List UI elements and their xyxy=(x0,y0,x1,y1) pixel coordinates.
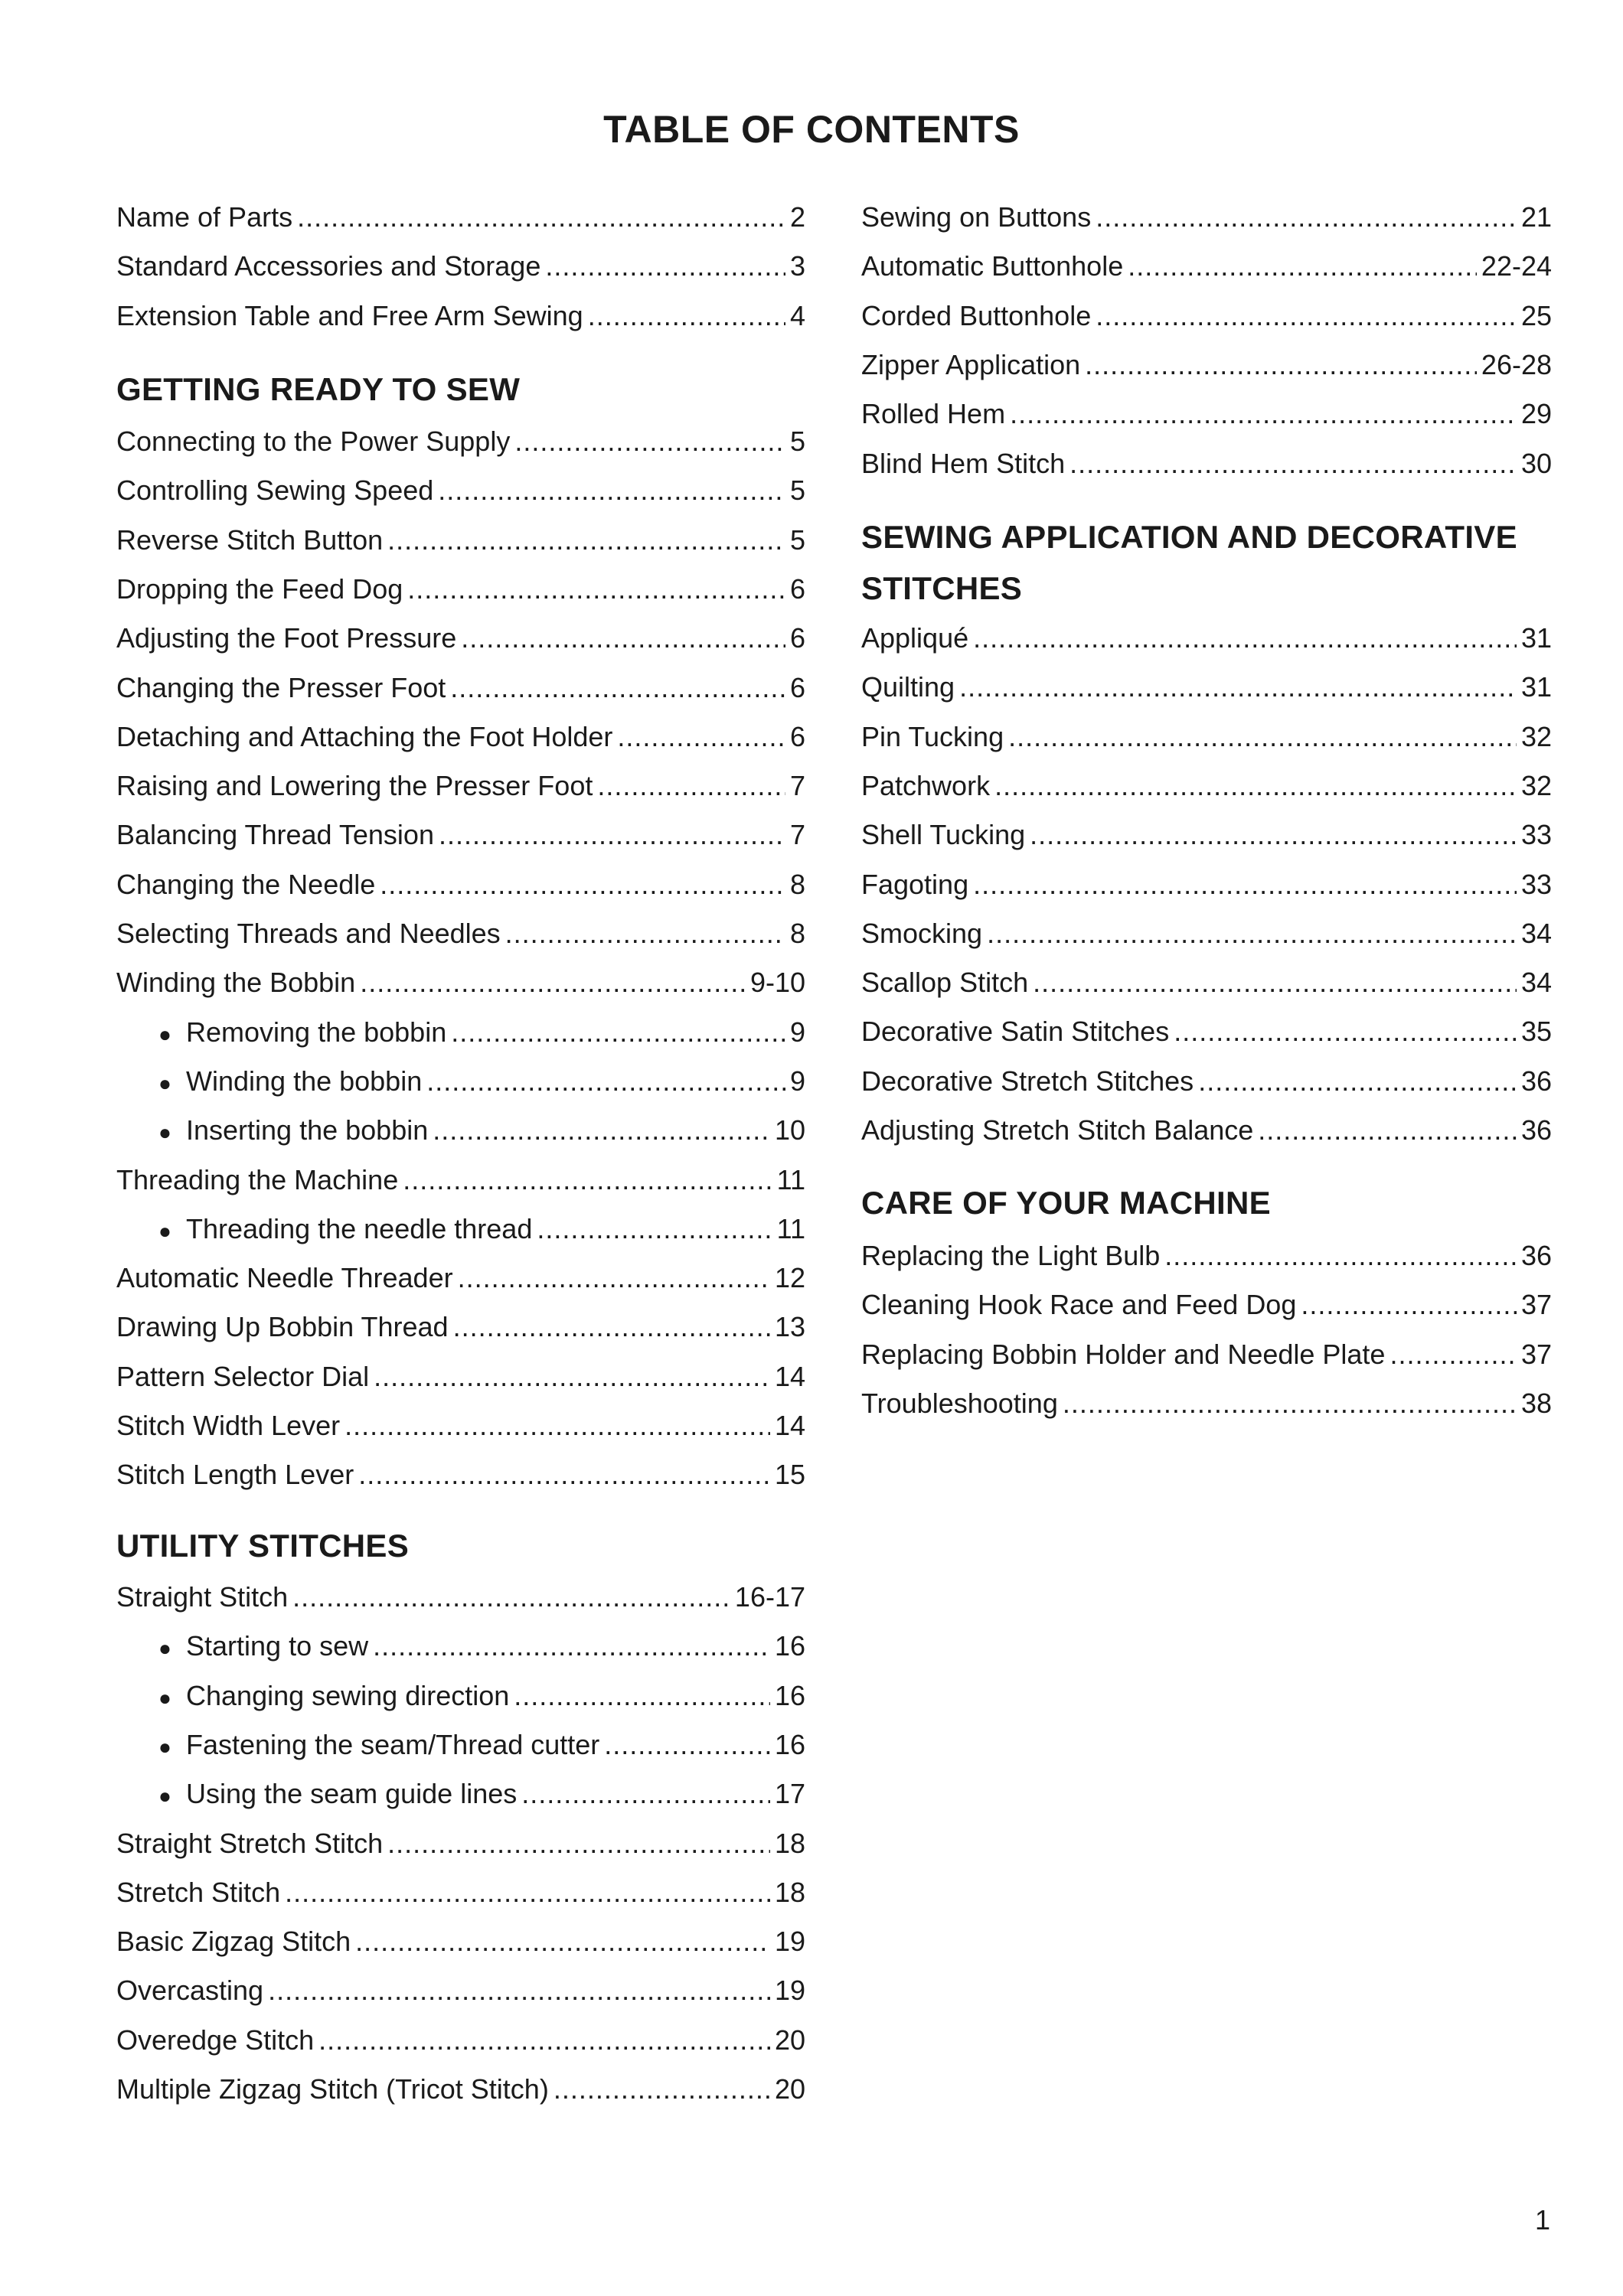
dot-leader xyxy=(450,664,785,713)
toc-entry-label: Changing sewing direction xyxy=(186,1679,510,1711)
toc-entry-label: Balancing Thread Tension xyxy=(116,819,434,851)
toc-entry xyxy=(861,1379,1552,1428)
toc-entry-label: Basic Zigzag Stitch xyxy=(116,1926,351,1958)
toc-entry-label: Raising and Lowering the Presser Foot xyxy=(116,770,593,802)
toc-entry xyxy=(116,1401,805,1450)
toc-entry xyxy=(116,713,805,762)
toc-entry-label: Fagoting xyxy=(861,868,969,900)
toc-entry-page: 9 xyxy=(789,1016,805,1048)
dot-leader xyxy=(374,1352,770,1401)
toc-entry-label: Shell Tucking xyxy=(861,819,1026,851)
dot-leader xyxy=(387,1819,770,1868)
bullet-icon: ● xyxy=(158,1071,171,1095)
toc-entry xyxy=(116,2065,805,2114)
dot-leader xyxy=(426,1057,785,1106)
toc-entry-label: Threading the needle thread xyxy=(186,1212,533,1244)
toc-entry-page: 30 xyxy=(1520,447,1552,479)
dot-leader xyxy=(360,958,746,1007)
toc-entry-page: 38 xyxy=(1520,1387,1552,1419)
dot-leader xyxy=(1390,1330,1516,1379)
toc-entry-page: 22-24 xyxy=(1481,250,1552,282)
toc-entry-page: 34 xyxy=(1520,917,1552,949)
bullet-icon: ● xyxy=(158,1685,171,1710)
section-heading: GETTING READY TO SEW xyxy=(116,371,521,407)
toc-entry-page: 36 xyxy=(1520,1114,1552,1146)
toc-entry xyxy=(116,909,805,958)
toc-entry xyxy=(116,1917,805,1966)
bullet-icon: ● xyxy=(158,1022,171,1046)
toc-entry-label: Appliqué xyxy=(861,622,969,654)
toc-subentry xyxy=(158,1769,805,1818)
toc-entry-label: Straight Stitch xyxy=(116,1581,289,1613)
toc-entry xyxy=(116,1966,805,2015)
dot-leader xyxy=(458,1254,770,1303)
dot-leader xyxy=(973,860,1517,909)
dot-leader xyxy=(1301,1280,1517,1329)
toc-entry xyxy=(861,860,1552,909)
toc-entry-page: 4 xyxy=(789,299,805,331)
toc-entry-page: 15 xyxy=(774,1459,805,1491)
bullet-icon: ● xyxy=(158,1120,171,1145)
dot-leader xyxy=(285,1868,770,1917)
dot-leader xyxy=(403,1156,772,1205)
toc-entry-label: Automatic Buttonhole xyxy=(861,250,1124,282)
toc-entry xyxy=(861,1057,1552,1106)
toc-entry-label: Stitch Width Lever xyxy=(116,1410,341,1441)
toc-entry xyxy=(116,1254,805,1303)
dot-leader xyxy=(387,516,785,565)
bullet-icon: ● xyxy=(158,1218,171,1243)
toc-entry xyxy=(861,810,1552,859)
toc-entry-page: 35 xyxy=(1520,1016,1552,1048)
toc-entry-label: Adjusting Stretch Stitch Balance xyxy=(861,1114,1254,1146)
toc-entry-label: Replacing the Light Bulb xyxy=(861,1240,1161,1271)
toc-entry-page: 11 xyxy=(776,1212,805,1244)
toc-entry-label: Pattern Selector Dial xyxy=(116,1360,370,1392)
toc-entry xyxy=(861,1280,1552,1329)
dot-leader xyxy=(514,417,785,466)
toc-entry-label: Replacing Bobbin Holder and Needle Plate xyxy=(861,1338,1386,1370)
toc-entry-label: Cleaning Hook Race and Feed Dog xyxy=(861,1289,1297,1321)
toc-entry xyxy=(861,958,1552,1007)
toc-entry-page: 11 xyxy=(776,1163,805,1195)
dot-leader xyxy=(433,1106,770,1155)
section-heading: STITCHES xyxy=(861,570,1023,606)
toc-entry-page: 29 xyxy=(1520,398,1552,430)
dot-leader xyxy=(453,1303,770,1352)
toc-entry xyxy=(861,1330,1552,1379)
toc-entry xyxy=(116,1450,805,1499)
toc-entry-page: 10 xyxy=(774,1114,805,1146)
toc-entry-page: 13 xyxy=(774,1311,805,1343)
toc-entry-page: 7 xyxy=(789,770,805,802)
dot-leader xyxy=(358,1450,770,1499)
toc-entry xyxy=(861,614,1552,663)
dot-leader xyxy=(1096,193,1517,242)
dot-leader xyxy=(994,762,1517,810)
toc-entry xyxy=(116,242,805,291)
toc-entry xyxy=(116,1303,805,1352)
dot-leader xyxy=(268,1966,770,2015)
toc-entry-page: 18 xyxy=(774,1827,805,1859)
toc-entry-page: 31 xyxy=(1520,671,1552,703)
toc-entry xyxy=(116,664,805,713)
toc-entry-label: Changing the Needle xyxy=(116,868,376,900)
toc-entry-label: Dropping the Feed Dog xyxy=(116,572,403,605)
dot-leader xyxy=(1128,242,1477,291)
toc-entry-label: Rolled Hem xyxy=(861,398,1006,430)
dot-leader xyxy=(345,1401,770,1450)
toc-entry-label: Winding the bobbin xyxy=(186,1065,423,1097)
dot-leader xyxy=(461,614,785,663)
toc-entry-label: Patchwork xyxy=(861,769,991,801)
toc-entry-page: 19 xyxy=(774,1926,805,1958)
dot-leader xyxy=(1010,390,1517,439)
dot-leader xyxy=(407,565,785,614)
toc-subentry xyxy=(158,1106,805,1155)
toc-entry-label: Threading the Machine xyxy=(116,1163,399,1195)
toc-entry-label: Smocking xyxy=(861,917,983,949)
toc-entry-label: Scallop Stitch xyxy=(861,967,1029,999)
toc-entry xyxy=(116,565,805,614)
dot-leader xyxy=(1174,1007,1517,1056)
toc-entry-label: Troubleshooting xyxy=(861,1387,1058,1419)
toc-entry-page: 6 xyxy=(789,572,805,605)
toc-entry xyxy=(116,762,805,810)
toc-entry-label: Sewing on Buttons xyxy=(861,201,1092,233)
dot-leader xyxy=(545,242,785,291)
toc-entry-page: 5 xyxy=(789,475,805,507)
dot-leader xyxy=(554,2065,770,2114)
toc-entry xyxy=(116,1819,805,1868)
bullet-icon: ● xyxy=(158,1784,171,1808)
dot-leader xyxy=(505,909,785,958)
page-title: TABLE OF CONTENTS xyxy=(603,108,1020,151)
toc-entry xyxy=(116,2016,805,2065)
dot-leader xyxy=(604,1720,770,1769)
dot-leader xyxy=(1033,958,1517,1007)
toc-subentry xyxy=(158,1205,805,1254)
section-heading: SEWING APPLICATION AND DECORATIVE xyxy=(861,519,1517,555)
toc-subentry xyxy=(158,1622,805,1671)
toc-entry-page: 16 xyxy=(774,1630,805,1662)
toc-entry xyxy=(861,909,1552,958)
dot-leader xyxy=(380,860,785,909)
toc-entry-page: 6 xyxy=(789,671,805,703)
toc-entry-page: 5 xyxy=(789,426,805,457)
toc-entry-page: 14 xyxy=(774,1360,805,1392)
toc-entry-label: Overcasting xyxy=(116,1975,264,2007)
toc-entry xyxy=(861,341,1552,390)
toc-entry-page: 16-17 xyxy=(734,1581,805,1613)
toc-entry xyxy=(861,762,1552,810)
toc-entry-page: 6 xyxy=(789,622,805,654)
toc-entry-page: 26-28 xyxy=(1481,348,1552,380)
section-heading: CARE OF YOUR MACHINE xyxy=(861,1185,1271,1221)
toc-entry-label: Decorative Satin Stitches xyxy=(861,1016,1170,1048)
toc-entry-page: 33 xyxy=(1520,819,1552,851)
toc-entry-label: Drawing Up Bobbin Thread xyxy=(116,1311,449,1343)
toc-entry-label: Overedge Stitch xyxy=(116,2024,315,2056)
toc-entry xyxy=(116,193,805,242)
toc-entry xyxy=(116,1352,805,1401)
toc-entry-label: Selecting Threads and Needles xyxy=(116,918,501,949)
toc-entry-page: 6 xyxy=(789,720,805,752)
dot-leader xyxy=(1258,1106,1517,1155)
dot-leader xyxy=(451,1008,785,1057)
toc-entry-label: Decorative Stretch Stitches xyxy=(861,1065,1194,1097)
toc-entry-label: Winding the Bobbin xyxy=(116,967,356,999)
toc-entry-page: 17 xyxy=(774,1778,805,1810)
toc-entry xyxy=(116,516,805,565)
toc-entry-page: 32 xyxy=(1520,769,1552,801)
toc-entry-page: 33 xyxy=(1520,868,1552,900)
toc-entry-label: Stretch Stitch xyxy=(116,1876,281,1908)
toc-entry xyxy=(861,1231,1552,1280)
toc-entry-page: 8 xyxy=(789,918,805,949)
dot-leader xyxy=(521,1769,770,1818)
toc-entry-page: 32 xyxy=(1520,720,1552,752)
dot-leader xyxy=(959,663,1517,712)
dot-leader xyxy=(439,810,785,859)
dot-leader xyxy=(514,1671,770,1720)
dot-leader xyxy=(1096,292,1517,341)
toc-entry xyxy=(861,292,1552,341)
bullet-icon: ● xyxy=(158,1734,171,1759)
toc-entry-label: Corded Buttonhole xyxy=(861,299,1092,331)
toc-entry-page: 19 xyxy=(774,1975,805,2007)
toc-entry-page: 9 xyxy=(789,1065,805,1097)
toc-entry-page: 16 xyxy=(774,1679,805,1711)
toc-entry-page: 18 xyxy=(774,1876,805,1908)
dot-leader xyxy=(597,762,785,810)
toc-entry xyxy=(116,810,805,859)
toc-subentry xyxy=(158,1671,805,1720)
dot-leader xyxy=(297,193,785,242)
toc-entry-label: Standard Accessories and Storage xyxy=(116,250,541,282)
toc-entry-label: Reverse Stitch Button xyxy=(116,523,384,556)
dot-leader xyxy=(373,1622,770,1671)
toc-entry-label: Inserting the bobbin xyxy=(186,1114,429,1146)
toc-entry-label: Detaching and Attaching the Foot Holder xyxy=(116,720,613,752)
dot-leader xyxy=(438,466,785,515)
toc-entry xyxy=(116,958,805,1007)
toc-entry xyxy=(116,1156,805,1205)
toc-entry xyxy=(116,292,805,341)
toc-entry-label: Quilting xyxy=(861,671,955,703)
toc-entry-page: 21 xyxy=(1520,201,1552,233)
dot-leader xyxy=(537,1205,772,1254)
toc-entry xyxy=(116,466,805,515)
toc-entry-page: 37 xyxy=(1520,1289,1552,1321)
dot-leader xyxy=(617,713,785,762)
toc-entry-label: Using the seam guide lines xyxy=(186,1778,518,1810)
toc-subentry xyxy=(158,1008,805,1057)
toc-entry xyxy=(861,1106,1552,1155)
toc-entry-label: Stitch Length Lever xyxy=(116,1459,354,1491)
toc-entry-label: Name of Parts xyxy=(116,201,293,233)
toc-entry-label: Connecting to the Power Supply xyxy=(116,426,511,457)
dot-leader xyxy=(1164,1231,1517,1280)
toc-entry-label: Starting to sew xyxy=(186,1630,369,1662)
toc-entry-page: 5 xyxy=(789,523,805,556)
toc-entry-page: 34 xyxy=(1520,967,1552,999)
bullet-icon: ● xyxy=(158,1636,171,1661)
dot-leader xyxy=(292,1573,730,1622)
toc-entry-label: Zipper Application xyxy=(861,348,1081,380)
toc-entry-label: Changing the Presser Foot xyxy=(116,671,446,703)
toc-entry-page: 36 xyxy=(1520,1065,1552,1097)
toc-entry xyxy=(116,417,805,466)
toc-entry xyxy=(861,1007,1552,1056)
toc-entry-page: 3 xyxy=(789,250,805,282)
toc-entry-page: 37 xyxy=(1520,1338,1552,1370)
toc-entry xyxy=(116,860,805,909)
toc-entry xyxy=(861,439,1552,488)
dot-leader xyxy=(318,2016,770,2065)
toc-entry-label: Automatic Needle Threader xyxy=(116,1262,453,1294)
toc-subentry xyxy=(158,1057,805,1106)
dot-leader xyxy=(1008,713,1517,762)
dot-leader xyxy=(588,292,785,341)
toc-entry xyxy=(116,1868,805,1917)
section-heading: UTILITY STITCHES xyxy=(116,1528,410,1564)
toc-entry-label: Adjusting the Foot Pressure xyxy=(116,622,457,654)
toc-entry-page: 9-10 xyxy=(749,967,805,999)
toc-entry xyxy=(116,614,805,663)
toc-entry-label: Extension Table and Free Arm Sewing xyxy=(116,299,583,331)
toc-entry xyxy=(861,713,1552,762)
toc-entry xyxy=(861,663,1552,712)
dot-leader xyxy=(355,1917,770,1966)
dot-leader xyxy=(987,909,1517,958)
toc-entry-page: 8 xyxy=(789,868,805,900)
toc-entry-page: 2 xyxy=(789,201,805,233)
toc-entry-page: 7 xyxy=(789,819,805,851)
toc-entry-page: 16 xyxy=(774,1728,805,1760)
dot-leader xyxy=(1063,1379,1517,1428)
toc-entry-page: 20 xyxy=(774,2073,805,2105)
toc-entry xyxy=(861,193,1552,242)
toc-entry-label: Straight Stretch Stitch xyxy=(116,1827,384,1859)
dot-leader xyxy=(1085,341,1477,390)
toc-entry-page: 12 xyxy=(774,1262,805,1294)
toc-entry-label: Controlling Sewing Speed xyxy=(116,475,434,507)
toc-entry-label: Removing the bobbin xyxy=(186,1016,447,1048)
toc-entry-page: 20 xyxy=(774,2024,805,2056)
toc-entry-page: 36 xyxy=(1520,1240,1552,1271)
toc-entry-page: 14 xyxy=(774,1410,805,1441)
toc-entry-label: Fastening the seam/Thread cutter xyxy=(186,1728,600,1760)
toc-entry xyxy=(861,242,1552,291)
toc-entry-label: Pin Tucking xyxy=(861,720,1004,752)
toc-entry xyxy=(861,390,1552,439)
toc-entry xyxy=(116,1573,805,1622)
toc-entry-page: 31 xyxy=(1520,622,1552,654)
page-number: 1 xyxy=(1534,2204,1550,2236)
toc-entry-label: Blind Hem Stitch xyxy=(861,447,1066,479)
toc-entry-label: Multiple Zigzag Stitch (Tricot Stitch) xyxy=(116,2073,549,2105)
dot-leader xyxy=(1030,810,1517,859)
toc-entry-page: 25 xyxy=(1520,299,1552,331)
toc-subentry xyxy=(158,1720,805,1769)
dot-leader xyxy=(973,614,1517,663)
dot-leader xyxy=(1069,439,1517,488)
dot-leader xyxy=(1198,1057,1517,1106)
